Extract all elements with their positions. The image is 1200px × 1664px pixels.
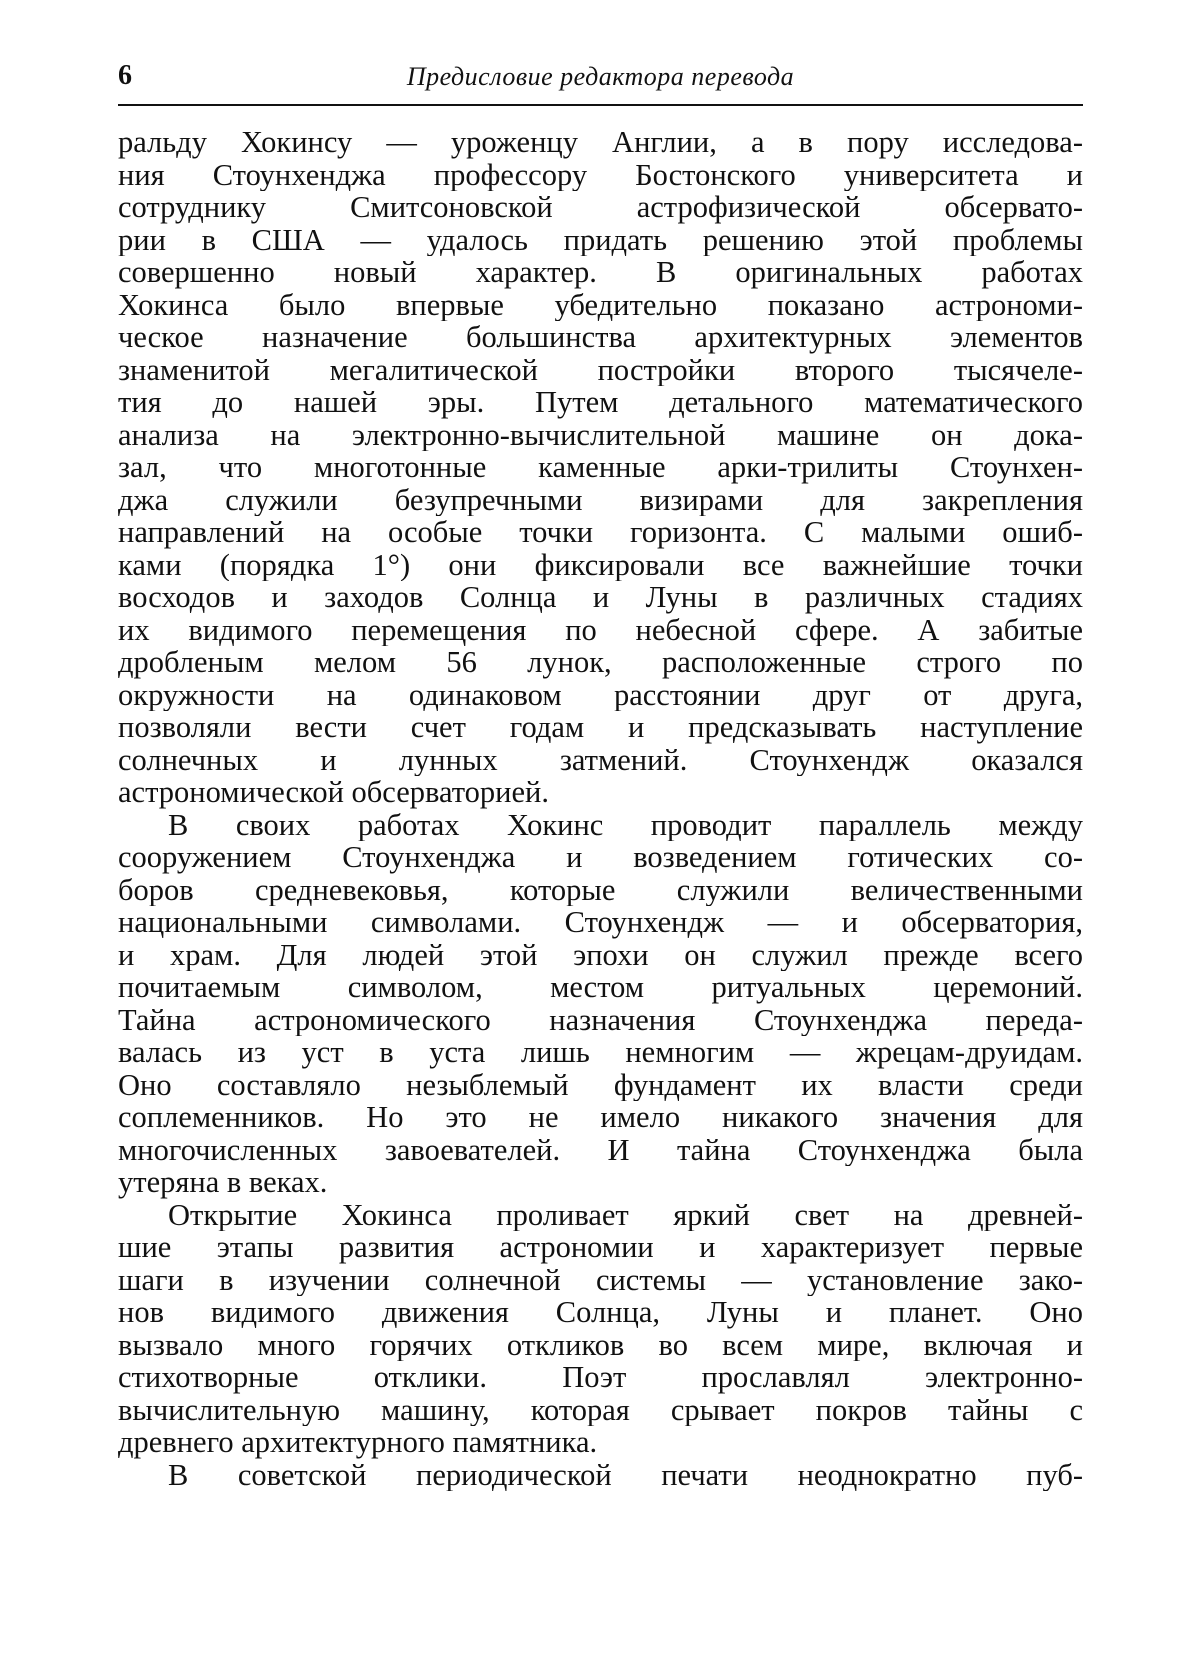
text-line: восходов и заходов Солнца и Луны в различных стадиях [118, 581, 1083, 614]
text-line: рии в США — удалось придать решению этой проблемы [118, 223, 1083, 256]
text-line: ками (порядка 1°) они фиксировали все важнейшие точки [118, 548, 1083, 581]
text-line: ния Стоунхенджа профессору Бостонского университета и [118, 158, 1083, 191]
paragraph [118, 1459, 1083, 1492]
text-line: Открытие Хокинса проливает яркий свет на древней- [168, 1198, 1083, 1231]
text-line: соплеменников. Но это не имело никакого значения для [118, 1101, 1083, 1134]
text-line: их видимого перемещения по небесной сфере. А забитые [118, 613, 1083, 646]
text-line: вычислительную машину, которая срывает покров тайны с [118, 1393, 1083, 1426]
text-line: вызвало много горячих откликов во всем мире, включая и [118, 1328, 1083, 1361]
text-line: нов видимого движения Солнца, Луны и планет. Оно [118, 1296, 1083, 1329]
text-line: шие этапы развития астрономии и характеризует первые [118, 1231, 1083, 1264]
running-head [118, 52, 1083, 98]
text-line: дробленым мелом 56 лунок, расположенные строго по [118, 646, 1083, 679]
text-line: В своих работах Хокинс проводит параллель между [168, 808, 1083, 841]
paragraph [118, 126, 1083, 809]
body-text [118, 126, 1083, 1491]
text-line: стихотворные отклики. Поэт прославлял электронно- [118, 1361, 1083, 1394]
text-line: древнего архитектурного памятника. [118, 1426, 598, 1459]
paragraph [118, 809, 1083, 1199]
text-line: валась из уст в уста лишь немногим — жрецам-друидам. [118, 1036, 1083, 1069]
text-line: сотруднику Смитсоновской астрофизической обсервато- [118, 191, 1083, 224]
text-line: знаменитой мегалитической постройки второго тысячеле- [118, 353, 1083, 386]
text-line: Хокинса было впервые убедительно показано астрономи- [118, 288, 1083, 321]
text-line: Оно составляло незыблемый фундамент их власти среди [118, 1068, 1083, 1101]
text-line: сооружением Стоунхенджа и возведением готических со- [118, 841, 1083, 874]
text-line: утеряна в веках. [118, 1166, 328, 1199]
text-line: В советской периодической печати неоднократно пуб- [168, 1458, 1083, 1491]
text-line: национальными символами. Стоунхендж — и обсерватория, [118, 906, 1083, 939]
text-line: позволяли вести счет годам и предсказывать наступление [118, 711, 1083, 744]
text-line: боров средневековья, которые служили величественными [118, 873, 1083, 906]
header-rule [118, 104, 1083, 106]
text-line: направлений на особые точки горизонта. С малыми ошиб- [118, 516, 1083, 549]
text-line: зал, что многотонные каменные арки-трилиты Стоунхен- [118, 451, 1083, 484]
text-line: джа служили безупречными визирами для закрепления [118, 483, 1083, 516]
text-line: шаги в изучении солнечной системы — установление зако- [118, 1263, 1083, 1296]
text-line: астрономической обсерваторией. [118, 776, 549, 809]
book-page [118, 52, 1083, 1491]
text-line: анализа на электронно-вычислительной машине он дока- [118, 418, 1083, 451]
text-line: ральду Хокинсу — уроженцу Англии, а в пору исследова- [118, 126, 1083, 159]
text-line: и храм. Для людей этой эпохи он служил прежде всего [118, 938, 1083, 971]
text-line: окружности на одинаковом расстоянии друг от друга, [118, 678, 1083, 711]
paragraph [118, 1199, 1083, 1459]
running-head-title: Предисловие редактора перевода [406, 62, 795, 91]
text-line: солнечных и лунных затмений. Стоунхендж оказался [118, 743, 1083, 776]
text-line: почитаемым символом, местом ритуальных церемоний. [118, 971, 1083, 1004]
text-line: ческое назначение большинства архитектурных элементов [118, 321, 1083, 354]
text-line: совершенно новый характер. В оригинальных работах [118, 256, 1083, 289]
page-number: 6 [118, 60, 132, 91]
text-line: многочисленных завоевателей. И тайна Стоунхенджа была [118, 1133, 1083, 1166]
text-line: тия до нашей эры. Путем детального математического [118, 386, 1083, 419]
text-line: Тайна астрономического назначения Стоунхенджа переда- [118, 1003, 1083, 1036]
